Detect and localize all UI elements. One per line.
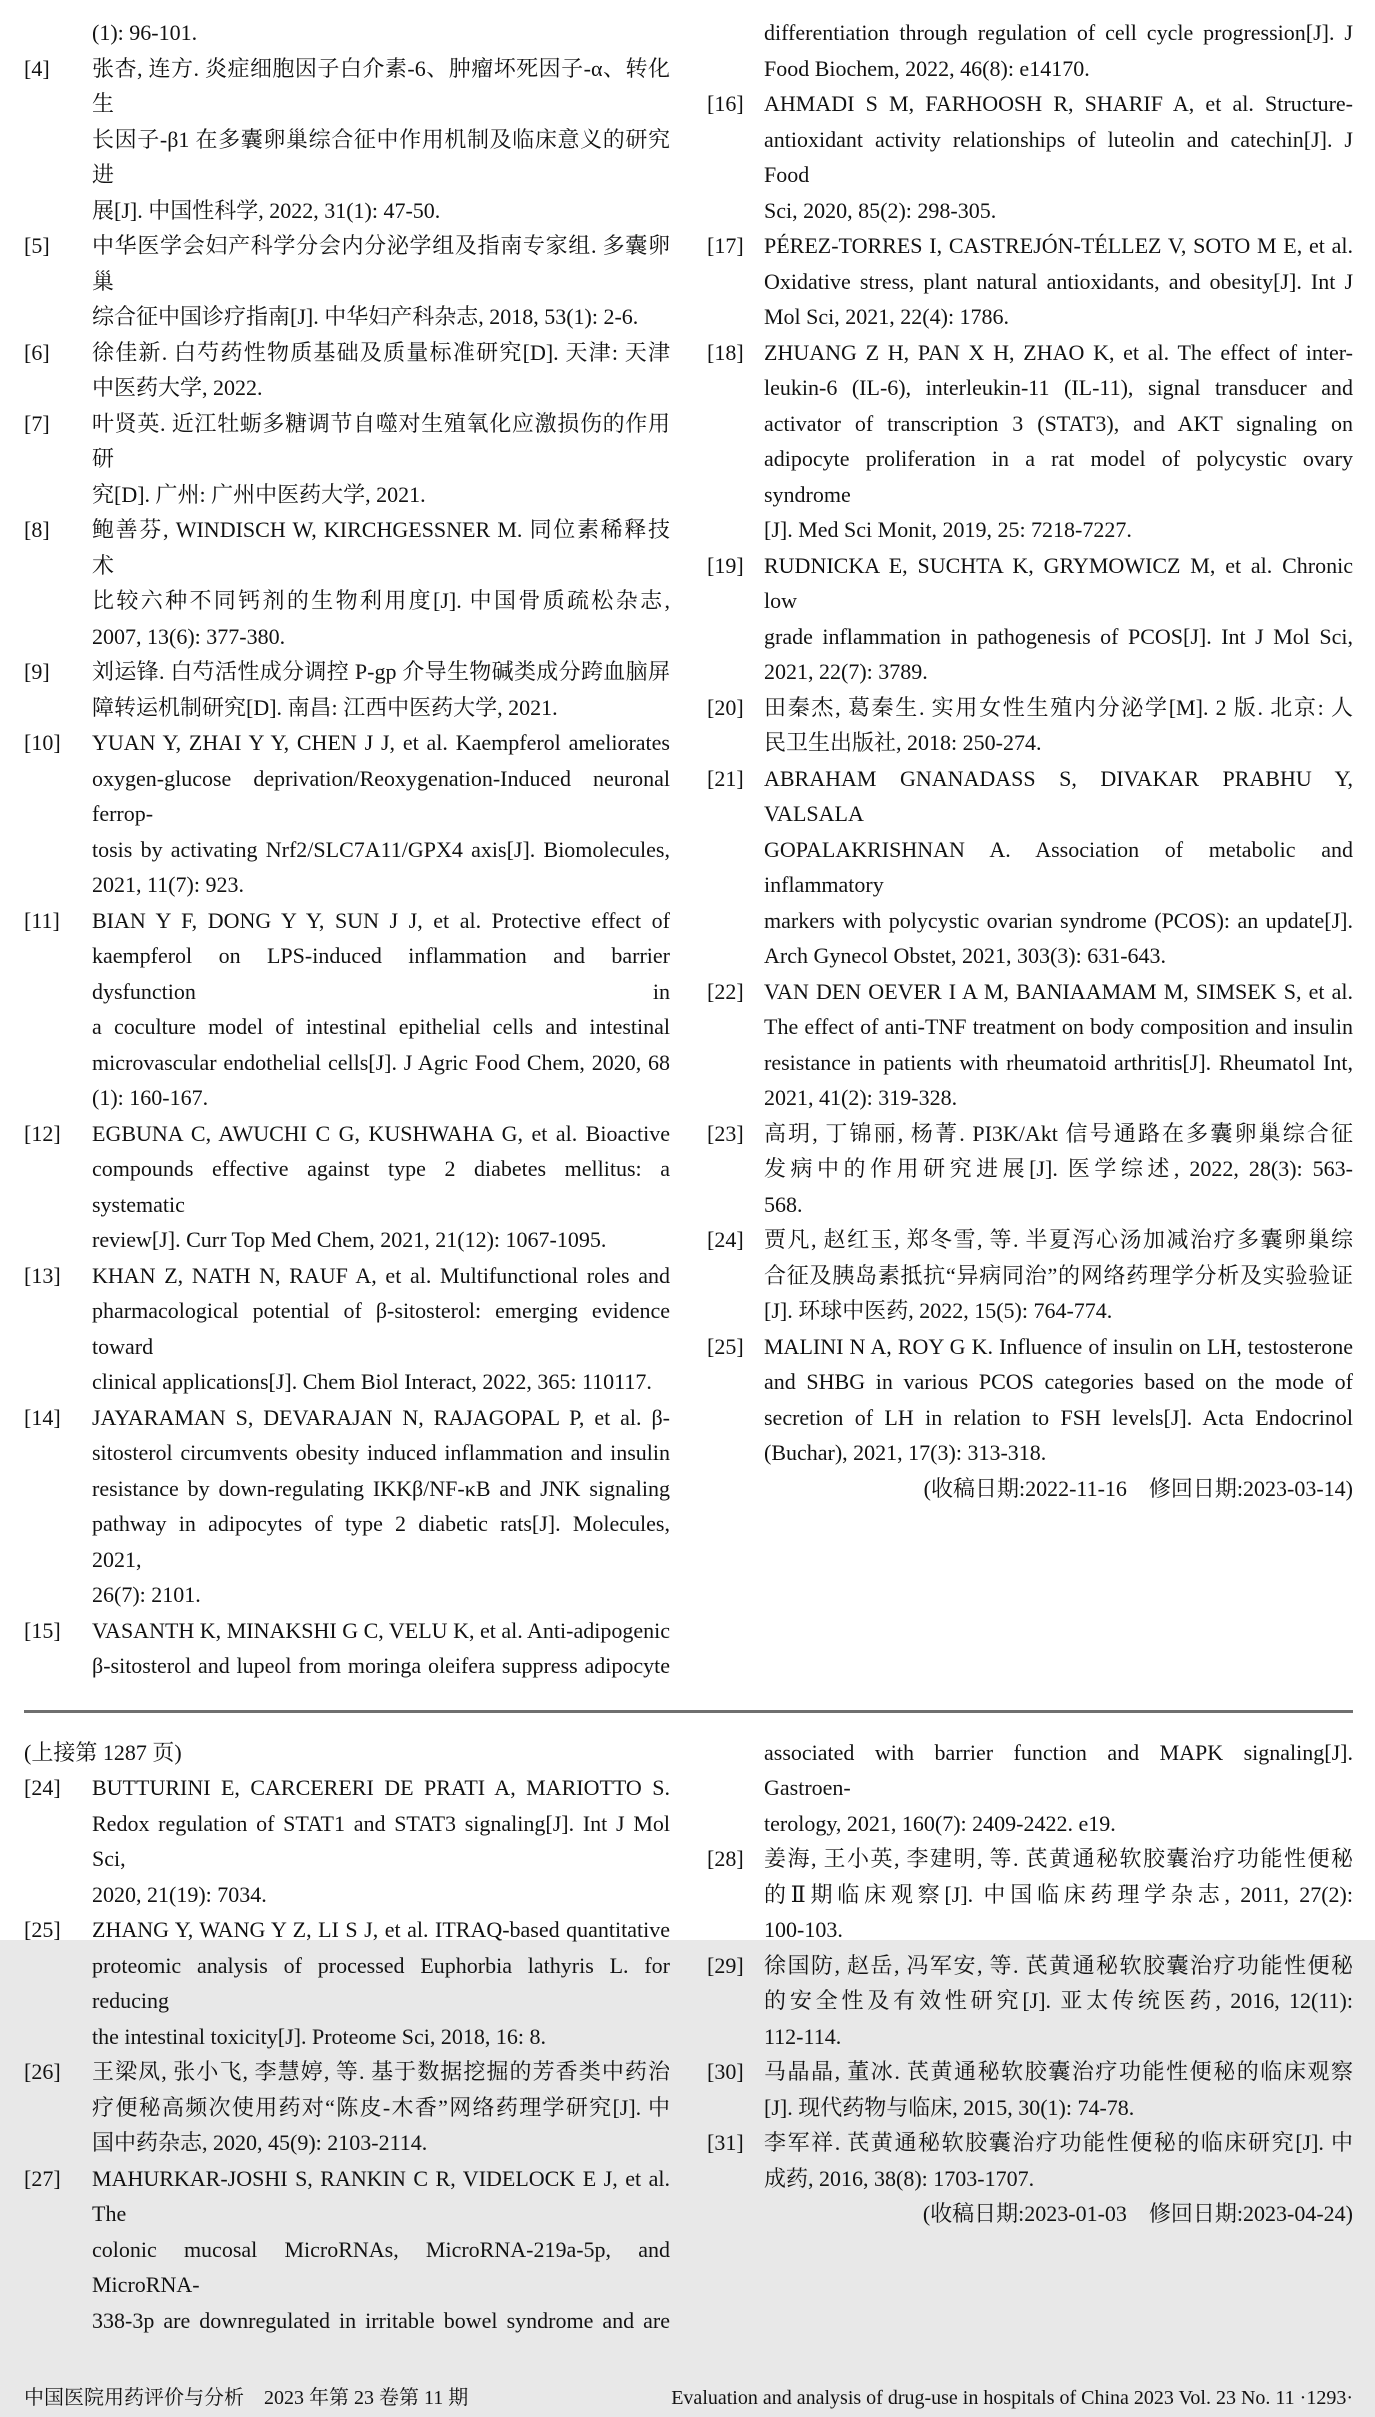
reference-line: leukin-6 (IL-6), interleukin-11 (IL-11), signal transducer and [764, 375, 1353, 400]
reference-line: Mol Sci, 2021, 22(4): 1786. [764, 304, 1010, 329]
reference-line: 568. [764, 1191, 803, 1217]
reference-line: 112-114. [764, 2023, 842, 2049]
reference-label: [28] [707, 1846, 744, 1871]
reference-line: proteomic analysis of processed Euphorbia lathyris L. for reducing [92, 1952, 670, 2013]
reference-label: [16] [707, 91, 744, 116]
reference-label: [25] [24, 1917, 61, 1942]
reference-line: 26(7): 2101. [92, 1582, 201, 1607]
reference-line: 展[J]. 中国性科学, 2022, 31(1): 47-50. [92, 197, 441, 223]
reference-line: tosis by activating Nrf2/SLC7A11/GPX4 axis[J]. Biomolecules, [92, 836, 670, 862]
continuation-note: (上接第 1287 页) [24, 1739, 182, 1765]
reference-entry [24, 1770, 670, 1912]
reference-label: [26] [24, 2059, 61, 2084]
reference-line: 2021, 41(2): 319-328. [764, 1085, 958, 1110]
reference-entry [707, 1116, 1353, 1223]
reference-line: 100-103. [764, 1917, 843, 1942]
reference-line: 徐国防, 赵岳, 冯军安, 等. 芪黄通秘软胶囊治疗功能性便秘 [764, 1952, 1353, 1978]
reference-line: Food Biochem, 2022, 46(8): e14170. [764, 55, 1090, 81]
reference-line: BUTTURINI E, CARCERERI DE PRATI A, MARIOTTO S. [92, 1775, 670, 1800]
reference-line: 疗便秘高频次使用药对“陈皮-木香”网络药理学研究[J]. 中 [92, 2094, 670, 2120]
reference-label: [31] [707, 2130, 744, 2155]
reference-line: RUDNICKA E, SUCHTA K, GRYMOWICZ M, et al. Chronic low [764, 552, 1353, 613]
reference-label: [25] [707, 1333, 744, 1359]
reference-label: [13] [24, 1262, 61, 1288]
reference-entry [707, 335, 1353, 548]
reference-label: [15] [24, 1617, 61, 1643]
reference-entry [707, 1948, 1353, 2055]
reference-line: 的Ⅱ期临床观察[J]. 中国临床药理学杂志, 2011, 27(2): [764, 1881, 1353, 1907]
reference-line: 中华医学会妇产科学分会内分泌学组及指南专家组. 多囊卵巢 [92, 233, 670, 294]
footer-journal-cn: 中国医院用药评价与分析 2023 年第 23 卷第 11 期 [24, 2387, 469, 2409]
reference-line: (Buchar), 2021, 17(3): 313-318. [764, 1440, 1047, 1465]
reference-line: MAHURKAR-JOSHI S, RANKIN C R, VIDELOCK E J, et al. The [92, 2165, 670, 2226]
reference-entry [24, 1116, 670, 1258]
reference-label: [21] [707, 765, 744, 791]
reference-label: [10] [24, 730, 61, 755]
reference-line: (收稿日期:2023-01-03 修回日期:2023-04-24) [922, 2201, 1353, 2226]
reference-line: 2020, 21(19): 7034. [92, 1881, 267, 1907]
references-column-bottom-right [707, 1735, 1353, 2339]
reference-line: 鲍善芬, WINDISCH W, KIRCHGESSNER M. 同位素稀释技术 [92, 517, 670, 578]
references-column-top-left [24, 15, 670, 1684]
reference-line: 民卫生出版社, 2018: 250-274. [764, 730, 1042, 755]
reference-label: [14] [24, 1404, 61, 1430]
reference-label: [11] [24, 907, 60, 933]
reference-entry [24, 335, 670, 406]
reference-line: JAYARAMAN S, DEVARAJAN N, RAJAGOPAL P, et al. β- [92, 1404, 670, 1430]
reference-line: pharmacological potential of β-sitosterol: emerging evidence toward [92, 1298, 670, 1359]
reference-line: (1): 96-101. [92, 20, 198, 45]
reference-line: clinical applications[J]. Chem Biol Interact, 2022, 365: 110117. [92, 1369, 652, 1394]
reference-entry [707, 1222, 1353, 1329]
reference-line: the intestinal toxicity[J]. Proteome Sci, 2018, 16: 8. [92, 2023, 546, 2049]
reference-entry [707, 761, 1353, 974]
reference-line: pathway in adipocytes of type 2 diabetic rats[J]. Molecules, 2021, [92, 1511, 670, 1572]
reference-line: 叶贤英. 近江牡蛎多糖调节自噬对生殖氧化应激损伤的作用研 [92, 410, 670, 471]
reference-entry [24, 1400, 670, 1613]
reference-line: resistance by down-regulating IKKβ/NF-κB and JNK signaling [92, 1475, 670, 1501]
reference-line: Oxidative stress, plant natural antioxidants, and obesity[J]. Int J [764, 268, 1353, 294]
footer-journal-en: Evaluation and analysis of drug-use in hospitals of China 2023 Vol. 23 No. 11 ·1293· [671, 2387, 1353, 2409]
reference-label: [9] [24, 659, 50, 684]
dates-entry [707, 2196, 1353, 2232]
reference-line: 综合征中国诊疗指南[J]. 中华妇产科杂志, 2018, 53(1): 2-6. [92, 304, 639, 329]
reference-line: a coculture model of intestinal epithelial cells and intestinal [92, 1014, 670, 1039]
reference-label: [27] [24, 2165, 61, 2191]
reference-entry [707, 1841, 1353, 1948]
reference-entry [24, 512, 670, 654]
reference-line: (收稿日期:2022-11-16 修回日期:2023-03-14) [923, 1475, 1353, 1501]
reference-label: [24] [707, 1227, 744, 1252]
reference-line: secretion of LH in relation to FSH levels[J]. Acta Endocrinol [764, 1404, 1353, 1430]
reference-entry [707, 228, 1353, 335]
reference-line: resistance in patients with rheumatoid arthritis[J]. Rheumatol Int, [764, 1049, 1353, 1075]
reference-line: microvascular endothelial cells[J]. J Agric Food Chem, 2020, 68 [92, 1049, 670, 1075]
reference-line: 2007, 13(6): 377-380. [92, 623, 286, 649]
reference-line: 障转运机制研究[D]. 南昌: 江西中医药大学, 2021. [92, 694, 558, 720]
reference-entry [24, 51, 670, 229]
reference-line: 李军祥. 芪黄通秘软胶囊治疗功能性便秘的临床研究[J]. 中 [764, 2130, 1353, 2155]
reference-line: sitosterol circumvents obesity induced inflammation and insulin [92, 1440, 670, 1465]
reference-line: adipocyte proliferation in a rat model of polycystic ovary syndrome [764, 446, 1353, 507]
reference-line: 刘运锋. 白芍活性成分调控 P-gp 介导生物碱类成分跨血脑屏 [92, 659, 670, 684]
reference-entry [24, 2161, 670, 2339]
reference-label: [18] [707, 339, 744, 365]
reference-line: 马晶晶, 董冰. 芪黄通秘软胶囊治疗功能性便秘的临床观察 [764, 2059, 1353, 2084]
reference-line: KHAN Z, NATH N, RAUF A, et al. Multifunctional roles and [92, 1262, 670, 1288]
reference-line: 比较六种不同钙剂的生物利用度[J]. 中国骨质疏松杂志, [92, 588, 670, 613]
reference-line: 2021, 11(7): 923. [92, 872, 244, 897]
reference-label: [20] [707, 694, 744, 720]
reference-label: [23] [707, 1120, 744, 1146]
reference-line: The effect of anti-TNF treatment on body composition and insulin [764, 1014, 1353, 1039]
reference-entry [707, 548, 1353, 690]
reference-line: 姜海, 王小英, 李建明, 等. 芪黄通秘软胶囊治疗功能性便秘 [764, 1846, 1353, 1871]
reference-line: compounds effective against type 2 diabetes mellitus: a systematic [92, 1156, 670, 1217]
section-divider [24, 1710, 1353, 1713]
reference-line: VAN DEN OEVER I A M, BANIAAMAM M, SIMSEK S, et al. [764, 978, 1353, 1004]
reference-entry [24, 654, 670, 725]
reference-line: [J]. 环球中医药, 2022, 15(5): 764-774. [764, 1298, 1113, 1323]
reference-line: oxygen-glucose deprivation/Reoxygenation-Induced neuronal ferrop- [92, 765, 670, 826]
reference-line: (1): 160-167. [92, 1085, 209, 1110]
reference-line: ABRAHAM GNANADASS S, DIVAKAR PRABHU Y, VALSALA [764, 765, 1353, 826]
reference-entry [24, 2054, 670, 2161]
references-column-top-right [707, 15, 1353, 1684]
reference-line: colonic mucosal MicroRNAs, MicroRNA-219a-5p, and MicroRNA- [92, 2236, 670, 2297]
reference-line: 贾凡, 赵红玉, 郑冬雪, 等. 半夏泻心汤加减治疗多囊卵巢综 [764, 1227, 1353, 1252]
reference-entry [707, 86, 1353, 228]
reference-line: GOPALAKRISHNAN A. Association of metabolic and inflammatory [764, 836, 1353, 897]
reference-line: YUAN Y, ZHAI Y Y, CHEN J J, et al. Kaempferol ameliorates [92, 730, 670, 755]
reference-line: BIAN Y F, DONG Y Y, SUN J J, et al. Protective effect of [92, 907, 670, 933]
reference-entry [707, 15, 1353, 86]
reference-entry [24, 1912, 670, 2054]
reference-line: activator of transcription 3 (STAT3), and AKT signaling on [764, 410, 1353, 436]
reference-entry [24, 228, 670, 335]
reference-line: ZHUANG Z H, PAN X H, ZHAO K, et al. The effect of inter- [764, 339, 1353, 365]
reference-line: 合征及胰岛素抵抗“异病同治”的网络药理学分析及实验验证 [764, 1262, 1353, 1288]
reference-entry [707, 974, 1353, 1116]
reference-label: [30] [707, 2059, 744, 2084]
dates-entry [707, 1471, 1353, 1507]
reference-line: ZHANG Y, WANG Y Z, LI S J, et al. ITRAQ-based quantitative [92, 1917, 670, 1942]
reference-entry [707, 690, 1353, 761]
reference-line: VASANTH K, MINAKSHI G C, VELU K, et al. Anti-adipogenic [92, 1617, 670, 1643]
reference-line: [J]. 现代药物与临床, 2015, 30(1): 74-78. [764, 2094, 1135, 2120]
reference-line: 国中药杂志, 2020, 45(9): 2103-2114. [92, 2130, 428, 2155]
reference-line: 发病中的作用研究进展[J]. 医学综述, 2022, 28(3): 563- [764, 1156, 1353, 1181]
reference-line: review[J]. Curr Top Med Chem, 2021, 21(12): 1067-1095. [92, 1227, 607, 1252]
reference-entry [707, 2054, 1353, 2125]
references-column-bottom-left [24, 1735, 670, 2339]
reference-line: Redox regulation of STAT1 and STAT3 signaling[J]. Int J Mol Sci, [92, 1810, 670, 1871]
references-section-bottom [24, 1735, 1353, 2339]
reference-line: 高玥, 丁锦丽, 杨菁. PI3K/Akt 信号通路在多囊卵巢综合征 [764, 1120, 1353, 1146]
reference-line: 王梁凤, 张小飞, 李慧婷, 等. 基于数据挖掘的芳香类中药治 [92, 2059, 670, 2084]
reference-label: [4] [24, 55, 50, 81]
reference-label: [17] [707, 233, 744, 258]
reference-line: 338-3p are downregulated in irritable bowel syndrome and are [92, 2307, 670, 2333]
reference-entry [24, 725, 670, 903]
reference-line: terology, 2021, 160(7): 2409-2422. e19. [764, 1810, 1116, 1836]
reference-entry [707, 1329, 1353, 1471]
reference-line: differentiation through regulation of cell cycle progression[J]. J [764, 20, 1353, 45]
reference-label: [29] [707, 1952, 744, 1978]
reference-entry [24, 406, 670, 513]
reference-line: associated with barrier function and MAPK signaling[J]. Gastroen- [764, 1739, 1353, 1800]
reference-line: 徐佳新. 白芍药性物质基础及质量标准研究[D]. 天津: 天津 [92, 339, 670, 365]
reference-entry [707, 1735, 1353, 1842]
reference-entry [24, 1613, 670, 1684]
reference-line: antioxidant activity relationships of luteolin and catechin[J]. J Food [764, 126, 1353, 187]
reference-entry [24, 903, 670, 1116]
reference-line: Sci, 2020, 85(2): 298-305. [764, 197, 997, 223]
reference-line: 究[D]. 广州: 广州中医药大学, 2021. [92, 481, 426, 507]
reference-line: AHMADI S M, FARHOOSH R, SHARIF A, et al. Structure- [764, 91, 1353, 116]
reference-label: [5] [24, 233, 50, 258]
bottom-left-entries [24, 1770, 670, 2338]
reference-entry [707, 2125, 1353, 2196]
reference-label: [12] [24, 1120, 61, 1146]
reference-line: [J]. Med Sci Monit, 2019, 25: 7218-7227. [764, 517, 1132, 542]
reference-line: markers with polycystic ovarian syndrome (PCOS): an update[J]. [764, 907, 1353, 933]
reference-line: grade inflammation in pathogenesis of PCOS[J]. Int J Mol Sci, [764, 623, 1353, 649]
reference-entry [24, 15, 670, 51]
reference-label: [6] [24, 339, 50, 365]
reference-line: Arch Gynecol Obstet, 2021, 303(3): 631-643. [764, 943, 1167, 968]
reference-line: 长因子-β1 在多囊卵巢综合征中作用机制及临床意义的研究进 [92, 126, 670, 187]
reference-entry [24, 1258, 670, 1400]
references-section-top [24, 15, 1353, 1684]
reference-label: [19] [707, 552, 744, 578]
reference-line: 2021, 22(7): 3789. [764, 659, 928, 684]
reference-line: 成药, 2016, 38(8): 1703-1707. [764, 2165, 1035, 2191]
reference-line: EGBUNA C, AWUCHI C G, KUSHWAHA G, et al. Bioactive [92, 1120, 670, 1146]
reference-label: [7] [24, 410, 50, 436]
reference-line: PÉREZ-TORRES I, CASTREJÓN-TÉLLEZ V, SOTO M E, et al. [764, 233, 1353, 258]
reference-line: 中医药大学, 2022. [92, 375, 263, 400]
reference-label: [22] [707, 978, 744, 1004]
reference-line: MALINI N A, ROY G K. Influence of insulin on LH, testosterone [764, 1333, 1353, 1359]
reference-line: 张杏, 连方. 炎症细胞因子白介素-6、肿瘤坏死因子-α、转化生 [92, 55, 670, 116]
reference-label: [8] [24, 517, 50, 542]
reference-line: and SHBG in various PCOS categories based on the mode of [764, 1369, 1353, 1394]
footer [0, 2381, 1375, 2417]
reference-line: 的安全性及有效性研究[J]. 亚太传统医药, 2016, 12(11): [764, 1988, 1353, 2013]
reference-label: [24] [24, 1775, 61, 1800]
reference-line: 田秦杰, 葛秦生. 实用女性生殖内分泌学[M]. 2 版. 北京: 人 [764, 694, 1353, 720]
reference-line: β-sitosterol and lupeol from moringa oleifera suppress adipocyte [92, 1653, 670, 1678]
reference-line: kaempferol on LPS-induced inflammation and barrier dysfunction in [92, 943, 670, 1004]
